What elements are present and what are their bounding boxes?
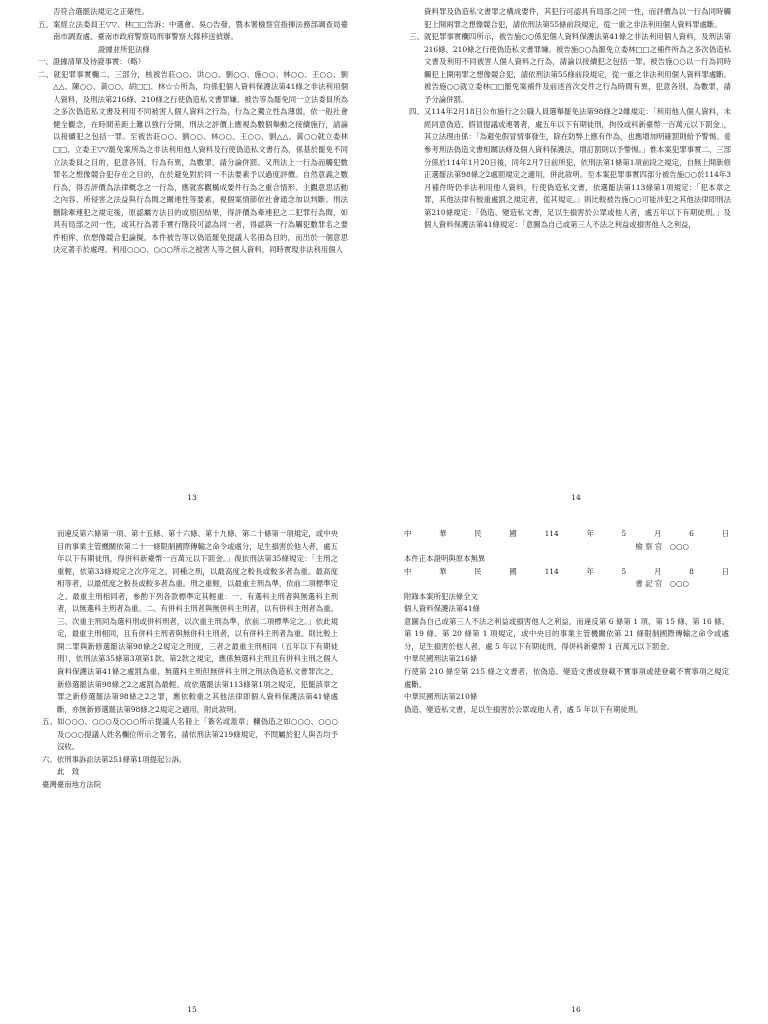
- paragraph: 意圖為自己或第三人不法之利益或損害他人之利益，而違反第 6 條第 1 項、第 15 條、第 16 條、第 19 條、第 20 條第 1 項規定，或中央目的事業主管機關依第 21 條限制國際傳輸之命令或處分，足生損害於他人者，處 5 年以下有期徒刑，得併科新臺幣 1 百萬元以下罰金。: [404, 616, 729, 651]
- page-13: [0, 0, 384, 512]
- page-16: [384, 512, 768, 1024]
- date-cell: 8: [689, 566, 694, 576]
- date-cell: 國: [509, 529, 517, 538]
- page-16-body: [404, 528, 729, 716]
- date-cell: 華: [439, 566, 447, 576]
- page-13-body: [38, 6, 348, 257]
- paragraph: 中華民國刑法第210條: [404, 692, 478, 702]
- paragraph: 一、證據清單及待證事實：（略）: [38, 57, 146, 67]
- paragraph: 此 致: [57, 767, 80, 777]
- paragraph: 四、又114年2月18日公布施行之公職人員選舉罷免法第98條之2雖規定：「利用他人個人資料，未經同意偽造、假冒提議或連署者，處五年以下有期徒刑，拘役或科新臺幣一百萬元以下罰金」，其立法理由係：「為避免假冒情事發生，除在防弊上應有作為，也應增加明確罰則給予警惕。爰參考刑法偽造文書相關法條及個人資料保護法，增訂罰則以予警惕。」惟本案犯罪事實二、三部分係於114年1月20日後，同年2月7日前所犯，依刑法第1條第1項前段之規定，自無上開新修正選罷法第98條之2處罰規定之適用，併此敘明。至本案犯罪事實四部分被告施○○於114年3月補件時仍非法利用他人資料，行使偽造私文書，依選罷法第113條第1項規定：「犯本章之罪，其他法律有較重處罰之規定者，從其規定。」則比較被告施○○可能涉犯之其他法律即刑法第210條規定：「偽造、變造私文書，足以生損害於公眾或他人者，處五年以下有期徒刑。」及個人資料保護法第41條規定：「意圖為自己或第三人不法之利益或損害他人之利益，: [409, 107, 731, 230]
- paragraph: 否符合選罷法規定之正確性。: [53, 7, 150, 16]
- date-cell: 國: [509, 566, 517, 576]
- paragraph: 資料罪及偽造私文書罪之構成要件，其犯行可認具有局部之同一性，而評價為以一行為同時觸犯上開兩罪之想像競合犯，請依刑法第55條前段規定，從一重之非法利用個人資料罪處斷。: [424, 7, 731, 29]
- date-cell: 5: [621, 529, 627, 538]
- date-cell: 中: [404, 529, 412, 538]
- paragraph: 偽造、變造私文書，足以生損害於公眾或他人者，處 5 年以下有期徒刑。: [404, 704, 643, 714]
- paragraph: 證據並所犯法條: [98, 44, 150, 54]
- paragraph: 臺灣臺南地方法院: [42, 779, 102, 789]
- certification-note: 本件正本證明與原本無異: [404, 554, 486, 564]
- date-cell: 年: [586, 529, 594, 538]
- paragraph: 六、依刑事訴訟法第251條第1項提起公訴。: [42, 754, 187, 764]
- date-cell: 114: [544, 529, 559, 538]
- date-cell: 中: [404, 566, 412, 576]
- date-row-prosecutor: [404, 528, 729, 541]
- date-cell: 5: [621, 566, 627, 576]
- paragraph: 中華民國刑法第216條: [404, 654, 478, 664]
- date-cell: 6: [689, 529, 694, 538]
- appendix: [404, 591, 729, 716]
- paragraph: 三、就犯罪事實欄四所示，被告施○○係犯個人資料保護法第41條之非法利用個人資料，及刑法第216條、210條之行使偽造私文書罪嫌。被告施○○為罷免立委林□□之補件所為之多次偽造私文書及利用不同被害人個人資料之行為，請論以接續犯之包括一罪。被告施○○以一行為同時觸犯上開兩罪之想像競合犯，請依刑法第55條前段規定，從一重之非法利用個人資料罪處斷。被告施○○就立委林□□罷免案補件及前述首次交件之行為時間有異，犯意各別，為數罪，請予分論併罰。: [409, 32, 731, 104]
- paragraph: 附錄本案所犯法條全文: [404, 591, 478, 601]
- page-number: 16: [571, 1005, 581, 1014]
- clerk-signature: 書 記 官 ○○○: [635, 579, 689, 589]
- page-15-body: [42, 528, 338, 791]
- date-cell: 月: [653, 529, 662, 538]
- page-number: 13: [187, 493, 197, 502]
- date-cell: 日: [721, 529, 729, 538]
- date-cell: 月: [653, 566, 662, 576]
- date-cell: 日: [721, 566, 729, 576]
- date-cell: 民: [474, 529, 482, 538]
- paragraph: 個人資料保護法第41條: [404, 604, 480, 614]
- page-number: 14: [571, 493, 581, 502]
- date-cell: 年: [586, 566, 594, 576]
- paragraph: 五、案經立法委員王▽▽、林□□告訴；中選會、吳○告發，暨本署檢察官指揮法務部調查局臺南市調查處、臺南市政府警察局刑事警察大隊移送偵辦。: [38, 19, 348, 42]
- date-cell: 114: [544, 566, 559, 576]
- paragraph: 而違反第六條第一項、第十五條、第十六條、第十九條、第二十條第一項規定，或中央目的事業主管機關依第二十一條限制國際傳輸之命令或處分，足生損害於他人者，處五年以下有期徒刑，得併科新臺幣一百萬元以下罰金。」復依刑法第35條規定：「主刑之重輕，依第33條規定之次序定之。同種之刑，以最高度之較長或較多者為重。最高度相等者，以最低度之較長或較多者為重。刑之重輕，以最重主刑為準，依前二項標準定之。最重主刑相同者，參酌下列各款標準定其輕重：一、有選科主刑者與無選科主刑者，以無選科主刑者為重。二、有併科主刑者與無併科主刑者，以有併科主刑者為重。三、次重主刑同為選科刑或併科刑者，以次重主刑為準，依前二項標準定之。」依此規定，最重主刑相同，且有併科主刑者與無併科主刑者，以有併科主刑者為重。則比較上開二罪與新修選罷法第98條之2規定之刑度，三者之最重主刑相同（五年以下有期徒刑），依刑法第35條第3項第1款、第2款之規定，應係無選科主刑且有併科主刑之個人資料保護法第41條之處罰為重，無選科主刑但無併科主刑之刑法偽造私文書罪次之，新修選罷法第98條之2之處罰為最輕。故依選罷法第113條第1項之規定，犯罷該章之罪之新修選罷法第98條之2之罪，應依較重之其他法律即個人資料保護法第41條處斷，亦無新修選罷法第98條之2規定之適用，附此敘明。: [57, 529, 338, 714]
- page-14-body: [409, 6, 731, 232]
- page-number: 15: [187, 1005, 197, 1014]
- paragraph: 二、就犯罪事實欄二、三部分，核被告莊○○、洪○○、劉○○、施○○、林○○、王○○、劉△△、陳○○、黃○○、胡□□、林☆☆所為，均係犯個人資料保護法第41條之非法利用個人資料，及刑法第216條、210條之行使偽造私文書罪嫌。被告等為罷免同一立法委員所為之多次偽造私文書及利用不同被害人個人資料之行為，行為之獨立性為薄弱，依一般社會健全觀念，在時間差距上難以強行分開，刑法之評價上應視為數個舉動之接續施行，請論以接續犯之包括一罪。至被告莊○○、劉○○、林○○、王○○、劉△△、黃○○就立委林□□、立委王▽▽罷免案所為之非法利用他人資料及行使偽造私文書行為，係基於罷免不同立法委員之目的，犯意各別，行為有異，為數罪，請分論併罰。又刑法上一行為而觸犯數罪名之想像競合犯存在之目的，在於避免對於同一不法要素予以過度評價。自然意義之數行為，得否評價為法律概念之一行為，應就客觀構成要件行為之重合情形、主觀意思活動之內容、所侵害之法益與行為間之關連性等要素，視個案情節依社會通念加以判斷。刑法刪除牽連犯之規定後，原認屬方法目的或原因結果，得評價為牽連犯之二犯罪行為間，如具有局部之同一性，或其行為著手實行階段可認為同一者，得認與一行為觸犯數罪名之要件相侔，依想像競合犯論擬。本件被告等以偽造罷免提議人名冊為目的，而出於一個意思決定著手於處理、利用○○○、○○○所示之被害人等之個人資料，同時實現非法利用個人: [38, 69, 348, 255]
- page-14: [384, 0, 768, 512]
- paragraph: 五、如○○○、○○○及○○○所示提議人名冊上「簽名或蓋章」欄偽造之如○○○、○○○及○○○提議人姓名欄位所示之署名，請依刑法第219條規定，不問屬於犯人與否均予沒收。: [42, 717, 338, 752]
- date-cell: 華: [439, 529, 447, 538]
- date-row-clerk: [404, 566, 729, 579]
- prosecutor-signature: 檢 察 官 ○○○: [635, 541, 689, 551]
- page-15: [0, 512, 384, 1024]
- date-cell: 民: [474, 566, 482, 576]
- paragraph: 行使第 210 條至第 215 條之文書者，依偽造、變造文書或登載不實事項或使登載不實事項之規定處斷。: [404, 667, 729, 689]
